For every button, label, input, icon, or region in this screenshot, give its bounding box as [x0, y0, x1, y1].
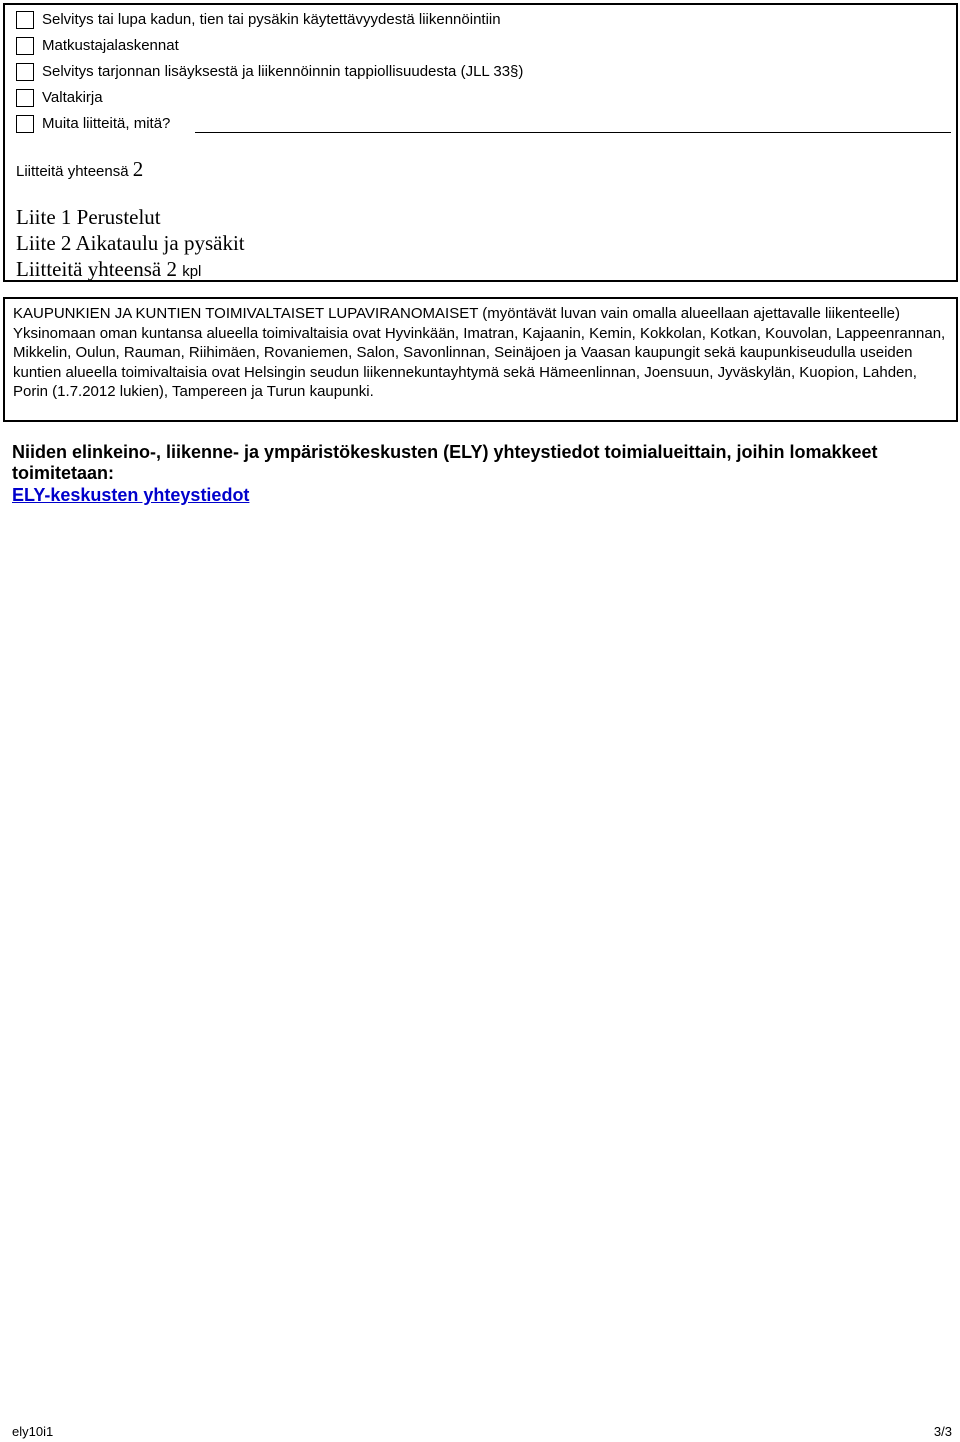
attachments-section [3, 3, 958, 282]
authorities-heading: KAUPUNKIEN JA KUNTIEN TOIMIVALTAISET LUPAVIRANOMAISET (myöntävät luvan vain omalla alueellaan ajettavalle liikenteelle) [13, 305, 901, 322]
checkbox-label: Valtakirja [42, 89, 103, 106]
attachment-summary [16, 257, 201, 282]
checkbox-row-passenger-counts[interactable] [16, 35, 179, 57]
ely-contacts-link[interactable]: ELY-keskusten yhteystiedot [12, 485, 250, 505]
checkbox-power-of-attorney[interactable] [16, 89, 34, 107]
attachment-list-item: Liite 1 Perustelut [16, 205, 161, 229]
checkbox-row-supply-report[interactable] [16, 61, 523, 83]
summary-text: Liitteitä yhteensä 2 [16, 257, 177, 281]
form-id: ely10i1 [12, 1424, 54, 1439]
total-value[interactable]: 2 [132, 157, 144, 181]
checkbox-passenger-counts[interactable] [16, 37, 34, 55]
checkbox-label: Selvitys tai lupa kadun, tien tai pysäkin käytettävyydestä liikennöintiin [42, 11, 501, 28]
checkbox-other-attachments[interactable] [16, 115, 34, 133]
authorities-section [3, 297, 958, 422]
attachment-list-item: Liite 2 Aikataulu ja pysäkit [16, 231, 245, 255]
authorities-text [13, 304, 949, 402]
checkbox-label: Selvitys tarjonnan lisäyksestä ja liikennöinnin tappiollisuudesta (JLL 33§) [42, 63, 524, 80]
page-number: 3/3 [933, 1424, 952, 1439]
attachments-total [16, 157, 143, 182]
total-label: Liitteitä yhteensä [16, 163, 129, 180]
authorities-body: Yksinomaan oman kuntansa alueella toimivaltaisia ovat Hyvinkään, Imatran, Kajaanin, Kemin, Kokkolan, Kotkan, Kouvolan, Lappeenrannan, Mikkelin, Oulun, Rauman, Riihimäen, Rovaniemen, Salon, Savonlinnan, Seinäjoen ja Vaasan kaupungit sekä kaupunkiseudulla useiden kuntien alueella toimivaltaisia ovat Helsingin seudun liikennekuntayhtymä sekä Hämeenlinnan, Joensuun, Jyväskylän, Kuopion, Lahden, Porin (1.7.2012 lukien), Tampereen ja Turun kaupunki. [13, 324, 946, 400]
contacts-heading: Niiden elinkeino-, liikenne- ja ympäristökeskusten (ELY) yhteystiedot toimialueittain, joihin lomakkeet toimitetaan: [12, 442, 878, 483]
checkbox-permit-report[interactable] [16, 11, 34, 29]
other-attachments-field[interactable] [195, 132, 951, 133]
checkbox-row-permit-report[interactable] [16, 9, 501, 31]
checkbox-supply-report[interactable] [16, 63, 34, 81]
checkbox-row-power-of-attorney[interactable] [16, 87, 103, 109]
checkbox-label: Matkustajalaskennat [42, 37, 179, 54]
checkbox-label: Muita liitteitä, mitä? [42, 115, 171, 132]
checkbox-row-other-attachments[interactable] [16, 113, 170, 135]
summary-unit: kpl [182, 263, 202, 280]
